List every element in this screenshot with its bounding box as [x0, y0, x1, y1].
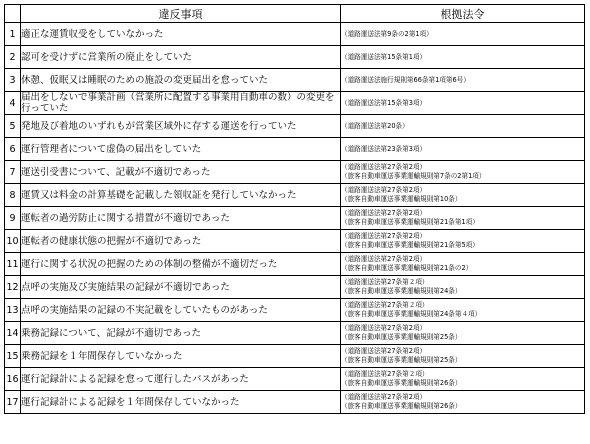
legal-basis [341, 92, 585, 115]
legal-basis [341, 253, 585, 276]
legal-basis-line: （道路運送法第27条第2項） [341, 393, 427, 401]
legal-basis-line: （道路運送法第27条第2項） [341, 209, 427, 217]
legal-basis [341, 391, 585, 414]
legal-basis-line: （道路運送法第20条） [341, 121, 409, 130]
legal-basis-line: （旅客自動車運送事業運輸規則第21条の2） [341, 264, 473, 272]
table-row [5, 345, 585, 368]
legal-basis [341, 299, 585, 322]
table-row [5, 322, 585, 345]
violation-text: 発地及び着地のいずれもが営業区域外に存する運送を行っていた [21, 115, 341, 138]
row-number: 8 [5, 184, 21, 207]
legal-basis [341, 23, 585, 46]
legal-basis-line: （道路運送法第15条第3項） [341, 98, 427, 107]
table-row [5, 23, 585, 46]
row-number: 10 [5, 230, 21, 253]
table-row [5, 368, 585, 391]
row-number: 11 [5, 253, 21, 276]
legal-basis-line: （旅客自動車運送事業運輸規則第25条） [341, 333, 462, 341]
table-row [5, 69, 585, 92]
row-number: 13 [5, 299, 21, 322]
table-row [5, 92, 585, 115]
violation-text: 休憩、仮眠又は睡眠のための施設の変更届出を怠っていた [21, 69, 341, 92]
legal-basis-line: （道路運送法施行規則第66条第1項第6号） [341, 75, 470, 84]
legal-basis [341, 322, 585, 345]
legal-basis [341, 276, 585, 299]
violation-text: 運転者の健康状態の把握が不適切であった [21, 230, 341, 253]
legal-basis-line: （旅客自動車運送事業運輸規則第25条） [341, 356, 462, 364]
legal-basis-line: （道路運送法第27条第2項） [341, 324, 427, 332]
table-row [5, 230, 585, 253]
row-number: 7 [5, 161, 21, 184]
table-row [5, 138, 585, 161]
legal-basis-line: （道路運送法第23条第3項） [341, 144, 427, 153]
violation-text: 点呼の実施及び実施結果の記録が不適切であった [21, 276, 341, 299]
header-row [5, 5, 585, 23]
table-body [5, 23, 585, 414]
table-row [5, 161, 585, 184]
table-row [5, 115, 585, 138]
legal-basis [341, 161, 585, 184]
violation-text: 運行記録計による記録を１年間保存していなかった [21, 391, 341, 414]
violation-text: 適正な運賃収受をしていなかった [21, 23, 341, 46]
row-number: 2 [5, 46, 21, 69]
violations-table [4, 4, 585, 414]
violation-text: 認可を受けずに営業所の廃止をしていた [21, 46, 341, 69]
legal-basis-line: （旅客自動車運送事業運輸規則第24条） [341, 287, 462, 295]
legal-basis [341, 184, 585, 207]
row-number: 16 [5, 368, 21, 391]
legal-basis-line: （旅客自動車運送事業運輸規則第10条） [341, 195, 462, 203]
violation-text: 乗務記録を１年間保存していなかった [21, 345, 341, 368]
table-row [5, 276, 585, 299]
legal-basis [341, 207, 585, 230]
legal-basis-line: （旅客自動車運送事業運輸規則第21条第5項） [341, 241, 479, 249]
legal-basis [341, 230, 585, 253]
legal-basis-line: （旅客自動車運送事業運輸規則第24条第４項） [341, 310, 482, 318]
table-row [5, 391, 585, 414]
legal-basis [341, 345, 585, 368]
row-number: 5 [5, 115, 21, 138]
violation-text: 運行に関する状況の把握のための体制の整備が不適切だった [21, 253, 341, 276]
violation-text: 点呼の実施結果の記録の不実記載をしていたものがあった [21, 299, 341, 322]
legal-basis-line: （旅客自動車運送事業運輸規則第26条） [341, 402, 462, 410]
row-number: 1 [5, 23, 21, 46]
row-number: 3 [5, 69, 21, 92]
legal-basis [341, 368, 585, 391]
row-number: 14 [5, 322, 21, 345]
violation-text: 届出をしないで事業計画（営業所に配置する事業用自動車の数）の変更を行っていた [21, 92, 341, 115]
table-row [5, 46, 585, 69]
header-violation: 違反事項 [21, 5, 341, 23]
header-law: 根拠法令 [341, 5, 585, 23]
violation-text: 運行管理者について虚偽の届出をしていた [21, 138, 341, 161]
legal-basis [341, 46, 585, 69]
table-row [5, 184, 585, 207]
violation-text: 運送引受書について、記載が不適切であった [21, 161, 341, 184]
legal-basis-line: （道路運送法第15条第1項） [341, 52, 427, 61]
legal-basis-line: （道路運送法第27条第2項） [341, 186, 427, 194]
legal-basis-line: （道路運送法第27条第2項） [341, 232, 427, 240]
legal-basis-line: （旅客自動車運送事業運輸規則第21条第1項） [341, 218, 479, 226]
legal-basis [341, 69, 585, 92]
legal-basis-line: （道路運送法第27条第２項） [341, 301, 429, 309]
legal-basis-line: （道路運送法第27条第２項） [341, 370, 429, 378]
table-row [5, 207, 585, 230]
legal-basis [341, 138, 585, 161]
violation-text: 乗務記録について、記録が不適切であった [21, 322, 341, 345]
row-number: 15 [5, 345, 21, 368]
legal-basis-line: （道路運送法第27条第２項） [341, 278, 429, 286]
legal-basis-line: （道路運送法第9条の2第1項） [341, 29, 433, 38]
table-row [5, 253, 585, 276]
violation-text: 運賃又は料金の計算基礎を記載した領収証を発行していなかった [21, 184, 341, 207]
row-number: 4 [5, 92, 21, 115]
legal-basis-line: （道路運送法第27条第2項） [341, 255, 427, 263]
legal-basis [341, 115, 585, 138]
row-number: 6 [5, 138, 21, 161]
legal-basis-line: （旅客自動車運送事業運輸規則第7条の2第1項） [341, 172, 486, 180]
legal-basis-line: （旅客自動車運送事業運輸規則第26条） [341, 379, 462, 387]
table-row [5, 299, 585, 322]
violation-text: 運行記録計による記録を怠って運行したバスがあった [21, 368, 341, 391]
legal-basis-line: （道路運送法第27条第2項） [341, 347, 427, 355]
row-number: 12 [5, 276, 21, 299]
violation-text: 運転者の過労防止に関する措置が不適切であった [21, 207, 341, 230]
row-number: 17 [5, 391, 21, 414]
legal-basis-line: （道路運送法第27条第2項） [341, 163, 427, 171]
row-number: 9 [5, 207, 21, 230]
header-no [5, 5, 21, 23]
